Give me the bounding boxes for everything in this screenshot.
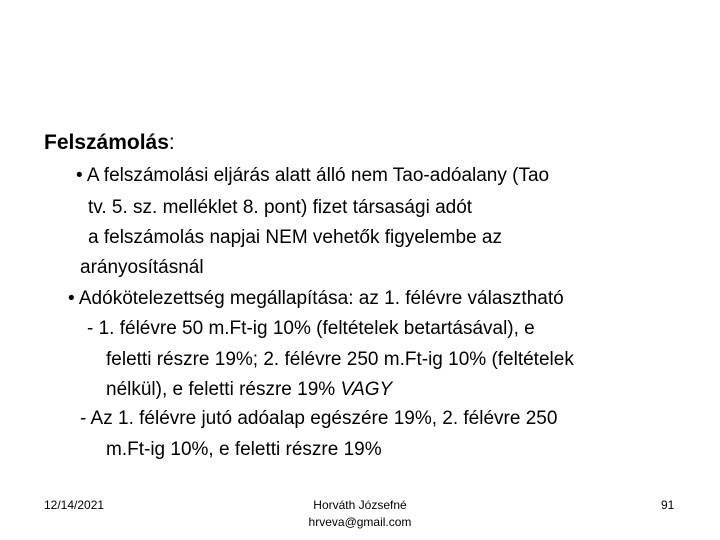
dash-line-1: - 1. félévre 50 m.Ft-ig 10% (feltételek betartásával), e [87, 318, 535, 339]
dash-line-3 [106, 378, 392, 401]
bullet-line-1: • A felszámolási eljárás alatt álló nem Tao-adóalany (Tao [76, 165, 550, 186]
dash-line-5: m.Ft-ig 10%, e feletti részre 19% [106, 439, 382, 460]
footer-email: hrveva@gmail.com [308, 515, 412, 529]
heading-colon: : [168, 131, 175, 154]
bullet-line-4: arányosításnál [80, 257, 204, 278]
footer-author: Horváth Józsefné [313, 498, 407, 512]
bullet-line-3: a felszámolás napjai NEM vehetők figyelembe az [88, 227, 502, 248]
bullet-line-5: • Adókötelezettség megállapítása: az 1. félévre választható [68, 288, 564, 309]
dash-line-4: - Az 1. félévre jutó adóalap egészére 19%, 2. félévre 250 [80, 408, 558, 429]
dash-line-3-text: nélkül), e feletti részre 19% [106, 379, 341, 400]
dash-line-2: feletti részre 19%; 2. félévre 250 m.Ft-ig 10% (feltételek [106, 349, 574, 370]
footer-date: 12/14/2021 [44, 498, 105, 512]
heading-title: Felszámolás [44, 131, 169, 154]
footer-page-number: 91 [661, 498, 675, 512]
slide-heading [44, 130, 175, 156]
bullet-line-2: tv. 5. sz. melléklet 8. pont) fizet társasági adót [88, 197, 473, 218]
italic-vagy: VAGY [340, 379, 393, 400]
